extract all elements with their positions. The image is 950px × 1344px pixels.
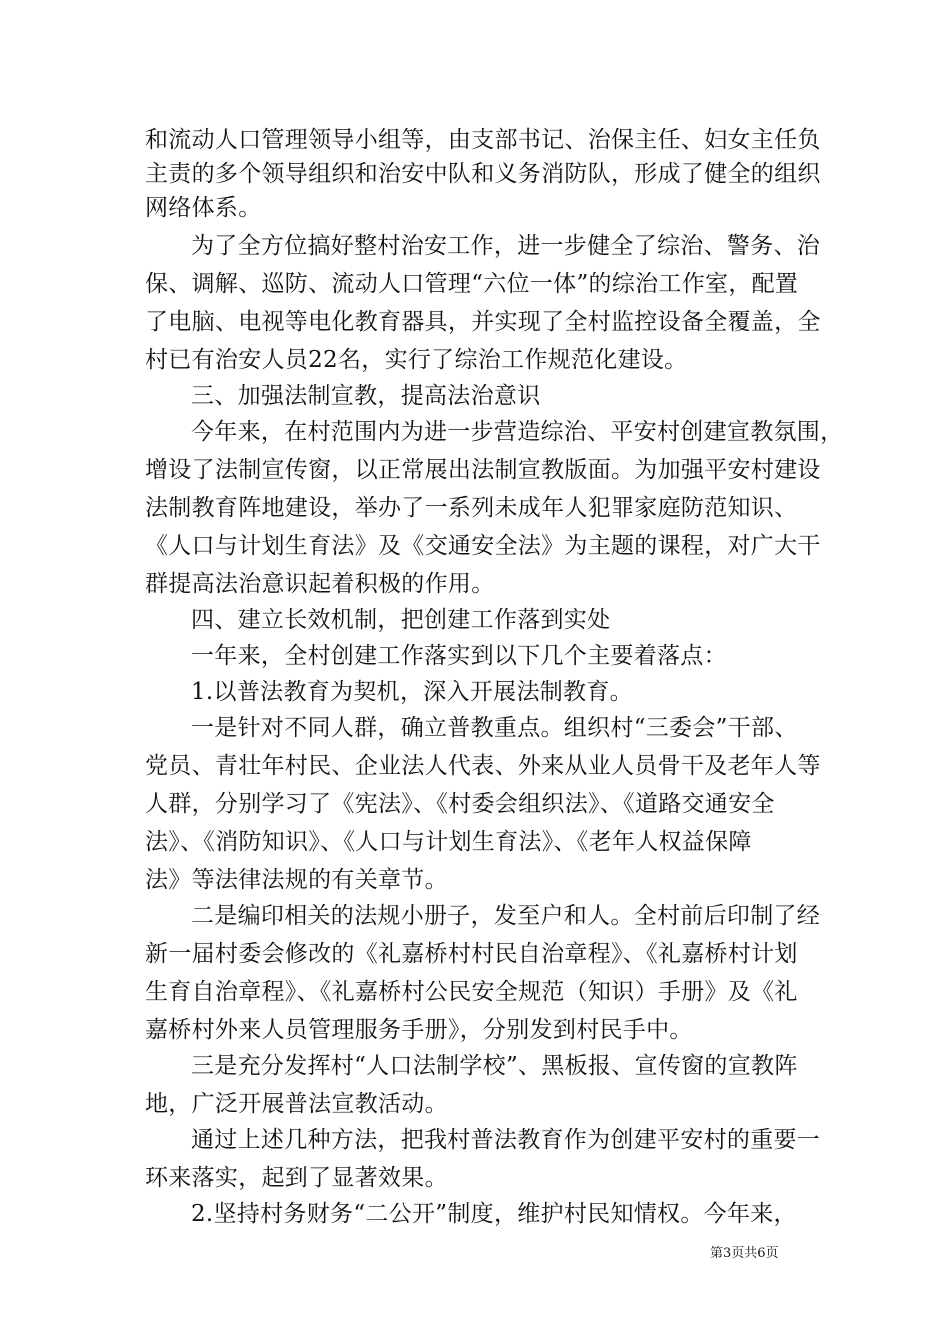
text-line: 法》等法律法规的有关章节。	[145, 867, 448, 893]
text-line: 村已有治安人员22名，实行了综治工作规范化建设。	[145, 347, 688, 373]
text-line: 网络体系。	[145, 195, 262, 221]
text-line: 一是针对不同人群，确立普教重点。组织村“三委会”干部、	[191, 715, 798, 741]
page-number: 第3页共6页	[710, 1246, 779, 1261]
text-line: 群提高法治意识起着积极的作用。	[145, 571, 495, 597]
text-line: 党员、青壮年村民、企业法人代表、外来从业人员骨干及老年人等	[145, 753, 821, 779]
text-line: 人群，分别学习了《宪法》、《村委会组织法》、《道路交通安全	[145, 791, 775, 817]
section-heading: 四、建立长效机制，把创建工作落到实处	[191, 607, 611, 633]
text-line: 环来落实，起到了显著效果。	[145, 1165, 448, 1191]
text-line: 了电脑、电视等电化教育器具，并实现了全村监控设备全覆盖，全	[145, 309, 821, 335]
text-line: 和流动人口管理领导小组等，由支部书记、治保主任、妇女主任负	[145, 127, 821, 153]
text-line: 今年来，在村范围内为进一步营造综治、平安村创建宣教氛围，	[191, 419, 844, 445]
text-line: 法制教育阵地建设，举办了一系列未成年人犯罪家庭防范知识、	[145, 495, 798, 521]
text-line: 1.以普法教育为契机，深入开展法制教育。	[191, 679, 633, 705]
text-line: 主责的多个领导组织和治安中队和义务消防队，形成了健全的组织	[145, 161, 821, 187]
text-line: 通过上述几种方法，把我村普法教育作为创建平安村的重要一	[191, 1127, 821, 1153]
text-line: 三是充分发挥村“人口法制学校”、黑板报、宣传窗的宣教阵	[191, 1053, 798, 1079]
text-line: 增设了法制宣传窗，以正常展出法制宣教版面。为加强平安村建设	[145, 457, 821, 483]
text-line: 新一届村委会修改的《礼嘉桥村村民自治章程》、《礼嘉桥村计划	[145, 941, 798, 967]
text-line: 为了全方位搞好整村治安工作，进一步健全了综治、警务、治	[191, 233, 821, 259]
text-line: 2.坚持村务财务“二公开”制度，维护村民知情权。今年来，	[191, 1201, 797, 1227]
text-line: 地，广泛开展普法宣教活动。	[145, 1091, 448, 1117]
text-line: 保、调解、巡防、流动人口管理“六位一体”的综治工作室，配置	[145, 271, 799, 297]
text-line: 生育自治章程》、《礼嘉桥村公民安全规范（知识）手册》及《礼	[145, 979, 798, 1005]
section-heading: 三、加强法制宣教，提高法治意识	[191, 383, 541, 409]
text-line: 二是编印相关的法规小册子，发至户和人。全村前后印制了经	[191, 903, 821, 929]
text-line: 一年来，全村创建工作落实到以下几个主要着落点：	[191, 643, 727, 669]
text-line: 法》、《消防知识》、《人口与计划生育法》、《老年人权益保障	[145, 829, 752, 855]
text-line: 《人口与计划生育法》及《交通安全法》为主题的课程，对广大干	[145, 533, 821, 559]
text-line: 嘉桥村外来人员管理服务手册》，分别发到村民手中。	[145, 1017, 693, 1043]
